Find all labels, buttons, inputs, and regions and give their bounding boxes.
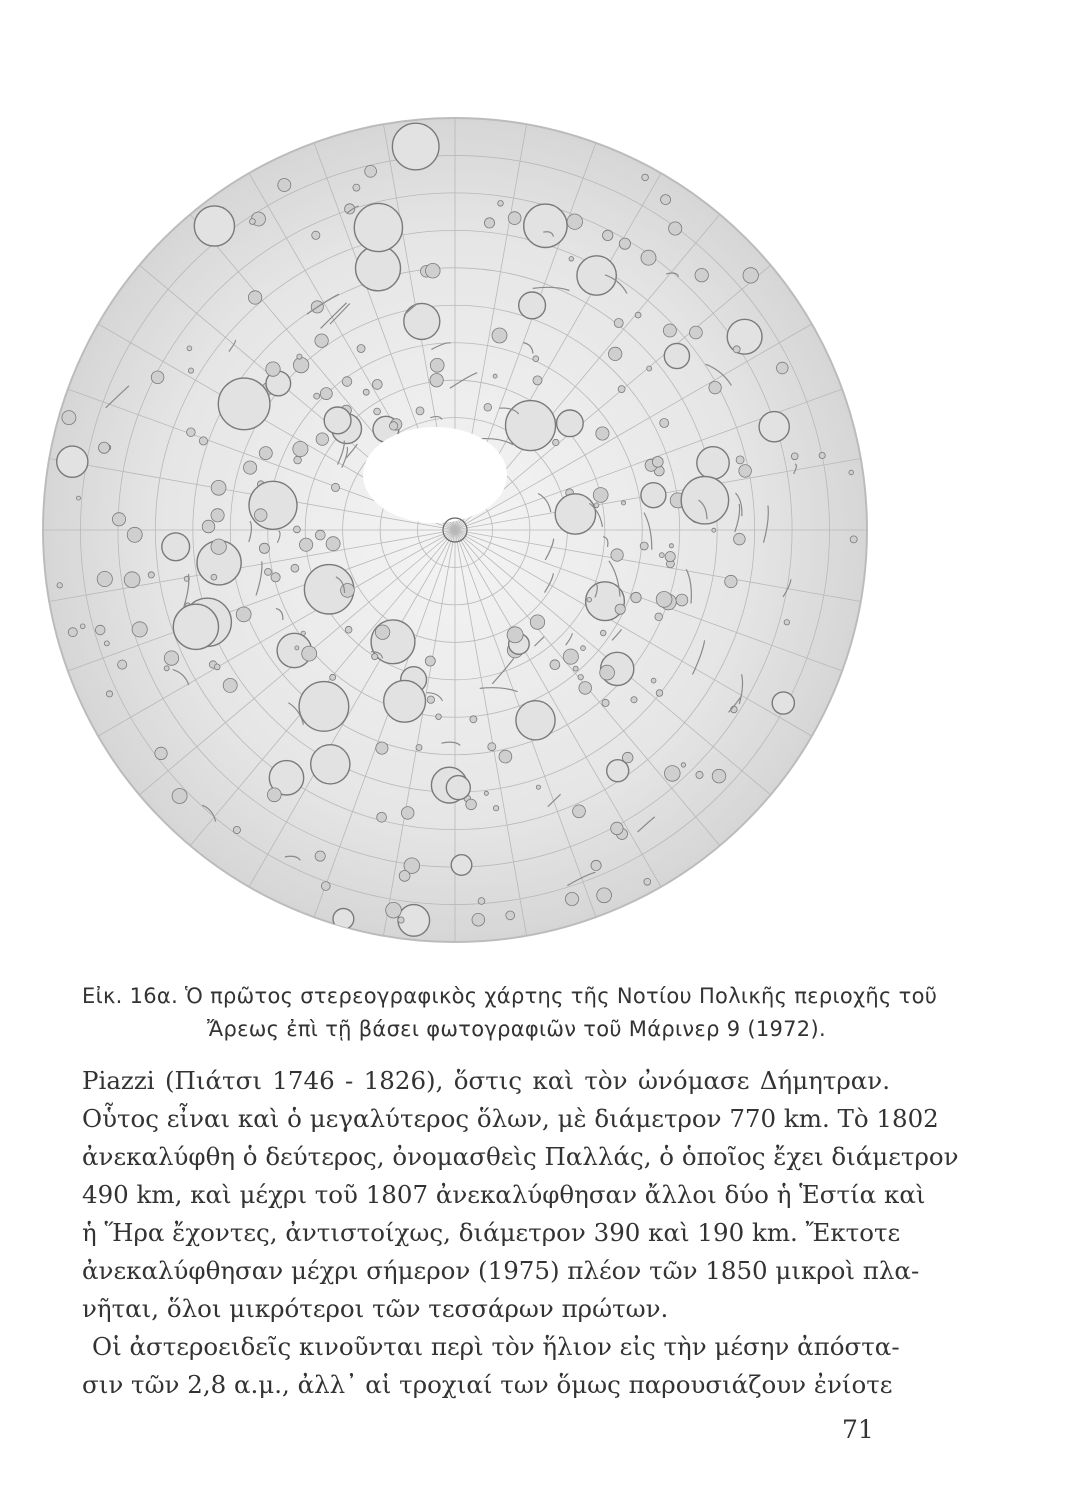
- body-text: [82, 1062, 959, 1404]
- crater: [254, 509, 267, 522]
- crater: [345, 626, 352, 633]
- crater: [690, 326, 703, 339]
- crater: [331, 483, 339, 491]
- crater: [739, 465, 752, 478]
- crater: [211, 480, 226, 495]
- crater: [557, 410, 584, 437]
- crater: [607, 760, 629, 782]
- crater: [173, 604, 218, 649]
- crater: [314, 393, 320, 399]
- crater: [849, 470, 854, 475]
- crater: [404, 303, 440, 339]
- crater: [516, 701, 555, 740]
- crater: [300, 538, 313, 551]
- crater: [299, 682, 349, 732]
- crater: [619, 238, 630, 249]
- crater: [375, 625, 389, 639]
- crater: [743, 268, 758, 283]
- crater: [663, 324, 676, 337]
- crater: [223, 678, 237, 692]
- crater: [577, 256, 616, 295]
- crater: [759, 412, 789, 442]
- crater: [644, 878, 651, 885]
- crater: [478, 898, 485, 905]
- crater: [218, 378, 270, 430]
- crater: [248, 291, 261, 304]
- crater: [294, 526, 301, 533]
- crater: [416, 745, 422, 751]
- crater: [80, 624, 85, 629]
- crater: [132, 622, 147, 637]
- mars-polar-map-figure: [30, 90, 880, 960]
- crater: [777, 362, 789, 374]
- crater: [320, 388, 332, 400]
- crater: [573, 805, 586, 818]
- crater: [784, 620, 789, 625]
- figure-caption: [82, 980, 962, 1046]
- crater: [271, 573, 280, 582]
- crater: [162, 533, 190, 561]
- crater: [712, 769, 726, 783]
- crater: [530, 615, 544, 629]
- crater: [660, 419, 669, 428]
- crater: [99, 442, 110, 453]
- crater: [587, 597, 592, 602]
- crater: [579, 682, 592, 695]
- crater: [104, 641, 109, 646]
- crater: [398, 917, 404, 923]
- crater: [651, 678, 656, 683]
- crater: [57, 583, 62, 588]
- crater: [733, 346, 740, 353]
- crater: [563, 649, 578, 664]
- crater: [484, 404, 492, 412]
- crater: [401, 807, 414, 820]
- crater: [665, 766, 681, 782]
- crater: [236, 607, 251, 622]
- crater: [611, 549, 623, 561]
- crater: [376, 742, 388, 754]
- body-line: Οἱ ἀστεροειδεῖς κινοῦνται περὶ τὸν ἥλιον εἰς τὴν μέσην ἀπόστα-: [92, 1332, 900, 1361]
- crater: [493, 806, 498, 811]
- crater: [321, 882, 330, 891]
- crater: [470, 716, 477, 723]
- crater: [641, 483, 666, 508]
- crater: [819, 452, 825, 458]
- crater: [533, 356, 539, 362]
- crater: [695, 269, 708, 282]
- crater: [591, 860, 601, 870]
- crater: [267, 788, 281, 802]
- crater: [697, 447, 729, 479]
- crater: [647, 366, 652, 371]
- crater: [659, 553, 664, 558]
- crater: [416, 407, 424, 415]
- crater: [95, 625, 105, 635]
- crater: [68, 628, 77, 637]
- crater: [603, 230, 613, 240]
- crater: [199, 437, 207, 445]
- crater: [315, 334, 328, 347]
- crater: [259, 447, 272, 460]
- crater: [631, 592, 641, 602]
- crater: [315, 851, 325, 861]
- crater: [661, 195, 671, 205]
- crater: [312, 231, 320, 239]
- crater: [278, 179, 291, 192]
- crater: [187, 346, 192, 351]
- crater: [326, 537, 340, 551]
- crater: [631, 697, 637, 703]
- crater: [164, 666, 169, 671]
- crater: [427, 696, 434, 703]
- crater: [316, 433, 328, 445]
- crater: [374, 408, 381, 415]
- crater: [725, 575, 737, 587]
- body-line: ἀνεκαλύφθησαν μέχρι σήμερον (1975) πλέον τῶν 1850 μικροὶ πλα-: [82, 1256, 920, 1285]
- crater: [211, 539, 226, 554]
- crater: [341, 584, 355, 598]
- crater: [642, 174, 649, 181]
- crater: [295, 646, 299, 650]
- body-line: νῆται, ὅλοι μικρότεροι τῶν τεσσάρων πρώτων.: [82, 1294, 669, 1323]
- crater: [389, 422, 397, 430]
- crater: [342, 377, 352, 387]
- caption-line-2: Ἄρεως ἐπὶ τῇ βάσει φωτογραφιῶν τοῦ Μάρινερ 9 (1972).: [207, 1017, 826, 1041]
- crater: [597, 888, 612, 903]
- crater: [124, 572, 140, 588]
- crater: [302, 646, 317, 661]
- crater: [392, 123, 439, 170]
- crater: [709, 381, 721, 393]
- crater: [265, 568, 272, 575]
- crater: [524, 204, 567, 247]
- crater: [425, 656, 435, 666]
- crater: [294, 456, 302, 464]
- crater: [484, 218, 494, 228]
- crater: [399, 871, 410, 882]
- crater: [621, 501, 625, 505]
- crater: [641, 250, 656, 265]
- crater: [681, 477, 728, 524]
- mars-south-polar-map-image: [30, 90, 880, 960]
- crater: [372, 380, 382, 390]
- crater: [772, 692, 794, 714]
- crater: [106, 691, 112, 697]
- crater: [553, 439, 559, 445]
- crater: [62, 411, 76, 425]
- crater: [446, 776, 470, 800]
- crater: [508, 212, 521, 225]
- crater: [727, 319, 762, 354]
- crater: [484, 791, 488, 795]
- crater: [148, 572, 154, 578]
- crater: [259, 543, 269, 553]
- crater: [311, 745, 350, 784]
- crater: [57, 446, 88, 477]
- crater: [593, 488, 608, 503]
- crater: [555, 494, 595, 534]
- crater: [609, 347, 622, 360]
- crater: [291, 564, 299, 572]
- crater: [466, 799, 477, 810]
- crater: [172, 789, 187, 804]
- crater: [655, 613, 663, 621]
- body-line: Piazzi (Πιάτσι 1746 - 1826), ὅστις καὶ τὸν ὠνόμασε Δήμητραν.: [82, 1066, 890, 1095]
- crater: [297, 354, 302, 359]
- crater: [550, 660, 560, 670]
- crater: [611, 822, 623, 834]
- crater: [696, 771, 703, 778]
- crater: [377, 812, 387, 822]
- body-line: 490 km, καὶ μέχρι τοῦ 1807 ἀνεκαλύφθησαν ἄλλοι δύο ἡ Ἑστία καὶ: [82, 1180, 926, 1209]
- crater: [602, 699, 609, 706]
- crater: [353, 184, 360, 191]
- crater: [211, 509, 224, 522]
- page-number: 71: [842, 1415, 874, 1444]
- crater: [569, 257, 574, 262]
- crater: [488, 743, 496, 751]
- crater: [506, 401, 556, 451]
- crater: [127, 527, 142, 542]
- crater: [614, 319, 623, 328]
- crater: [293, 357, 308, 372]
- crater: [430, 358, 444, 372]
- crater: [386, 902, 402, 918]
- crater: [112, 513, 125, 526]
- crater: [578, 675, 583, 680]
- crater: [357, 345, 365, 353]
- crater: [565, 892, 578, 905]
- crater: [363, 389, 369, 395]
- crater: [214, 664, 220, 670]
- crater: [293, 441, 308, 456]
- crater: [118, 660, 127, 669]
- crater: [600, 630, 606, 636]
- crater: [600, 665, 615, 680]
- crater: [155, 747, 167, 759]
- crater: [640, 542, 648, 550]
- crater: [315, 530, 325, 540]
- crater: [712, 528, 716, 532]
- polar-ice-cap: [363, 427, 507, 523]
- crater: [791, 453, 798, 460]
- crater: [533, 376, 542, 385]
- crater: [244, 461, 257, 474]
- crater: [656, 690, 663, 697]
- crater: [536, 785, 540, 789]
- crater: [164, 651, 178, 665]
- crater: [151, 371, 164, 384]
- crater: [567, 214, 582, 229]
- crater: [249, 481, 297, 529]
- crater: [615, 604, 625, 614]
- crater: [664, 343, 689, 368]
- crater: [507, 627, 523, 643]
- crater: [372, 654, 378, 660]
- crater: [451, 855, 472, 876]
- body-line: ἡ Ἥρα ἔχοντες, ἀντιστοίχως, διάμετρον 390 καὶ 190 km. Ἔκτοτε: [82, 1218, 901, 1247]
- crater: [77, 496, 81, 500]
- crater: [472, 913, 485, 926]
- crater: [493, 374, 497, 378]
- crater: [635, 312, 641, 318]
- crater: [669, 544, 673, 548]
- crater: [573, 666, 578, 671]
- crater: [669, 222, 682, 235]
- crater: [365, 165, 377, 177]
- body-line: σιν τῶν 2,8 α.μ., ἀλλ᾿ αἱ τροχιαί των ὅμως παρουσιάζουν ἐνίοτε: [82, 1370, 893, 1399]
- crater: [652, 457, 663, 468]
- crater: [333, 909, 354, 930]
- crater: [676, 594, 688, 606]
- body-line: Οὗτος εἶναι καὶ ὁ μεγαλύτερος ὅλων, μὲ διάμετρον 770 km. Τὸ 1802: [82, 1104, 939, 1133]
- crater: [506, 911, 515, 920]
- crater: [97, 571, 112, 586]
- crater: [665, 552, 675, 562]
- crater: [384, 680, 426, 722]
- crater: [736, 456, 744, 464]
- crater: [436, 714, 442, 720]
- crater: [581, 646, 586, 651]
- body-line: ἀνεκαλύφθη ὁ δεύτερος, ὀνομασθεὶς Παλλάς, ὁ ὁποῖος ἔχει διάμετρον: [82, 1142, 959, 1171]
- crater: [187, 428, 196, 437]
- crater: [356, 246, 401, 291]
- crater: [656, 592, 672, 608]
- crater: [266, 362, 280, 376]
- crater: [596, 427, 609, 440]
- crater: [233, 826, 240, 833]
- caption-line-1: Εἰκ. 16α. Ὁ πρῶτος στερεογραφικὸς χάρτης τῆς Νοτίου Πολικῆς περιοχῆς τοῦ: [82, 984, 938, 1008]
- crater: [194, 206, 234, 246]
- crater: [498, 201, 504, 207]
- crater: [499, 750, 512, 763]
- crater: [426, 263, 441, 278]
- crater: [211, 574, 217, 580]
- crater: [618, 386, 625, 393]
- crater: [734, 533, 746, 545]
- crater: [594, 503, 599, 508]
- crater: [519, 292, 546, 319]
- crater: [202, 520, 215, 533]
- crater: [430, 374, 443, 387]
- crater: [681, 763, 685, 767]
- crater: [850, 536, 857, 543]
- crater: [354, 203, 402, 251]
- crater: [250, 219, 256, 225]
- crater: [492, 328, 507, 343]
- crater: [188, 368, 193, 373]
- crater: [330, 674, 336, 680]
- crater: [324, 407, 351, 434]
